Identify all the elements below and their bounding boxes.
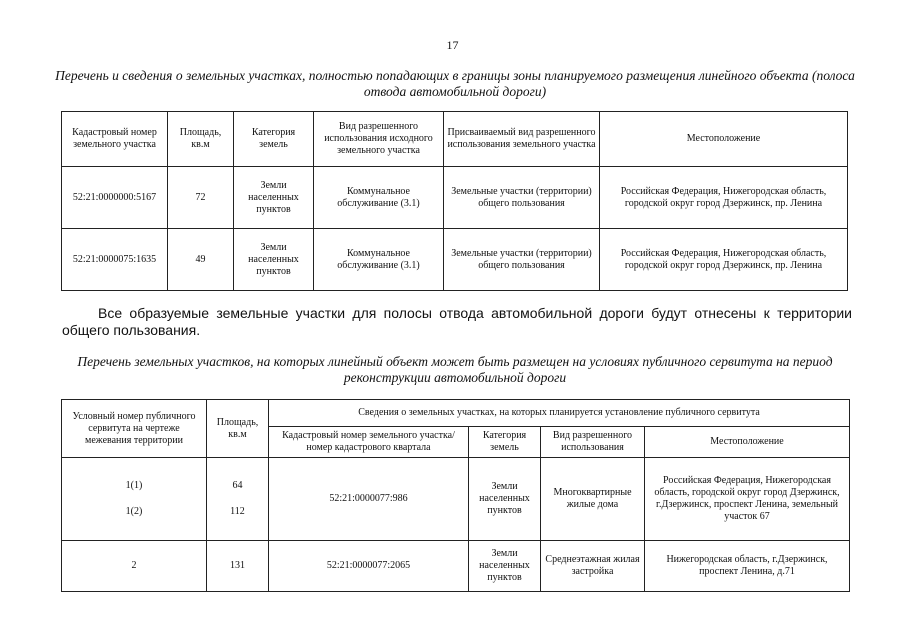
table-row (62, 229, 848, 291)
cell-location: Российская Федерация, Нижегородская область, городской округ город Дзержинск, пр. Ленина (600, 229, 848, 291)
header-location: Местоположение (600, 112, 848, 167)
table1-caption: Перечень и сведения о земельных участках, полностью попадающих в границы зоны планируемого размещения линейного объекта (полоса отвода автомобильной дороги) (55, 68, 855, 99)
cell-assigned-usage: Земельные участки (территории) общего пользования (444, 229, 600, 291)
cell-land-category: Земли населенных пунктов (234, 167, 314, 229)
table-header-row (62, 112, 848, 167)
header-location: Местоположение (645, 427, 850, 458)
header-land-plots-info: Сведения о земельных участках, на которых планируется установление публичного сервитута (269, 400, 850, 427)
servitude-id: 1(1) (125, 480, 143, 491)
header-cadastral-number: Кадастровый номер земельного участка (62, 112, 168, 167)
cell-servitude-number (62, 458, 207, 541)
cell-area: 49 (168, 229, 234, 291)
header-original-usage: Вид разрешенного использования исходного земельного участка (314, 112, 444, 167)
cell-land-category: Земли населенных пунктов (469, 458, 541, 541)
cell-area: 131 (207, 541, 269, 592)
cell-original-usage: Коммунальное обслуживание (3.1) (314, 167, 444, 229)
land-plots-table (61, 111, 848, 291)
cell-land-category: Земли населенных пунктов (469, 541, 541, 592)
header-usage: Вид разрешенного использования (541, 427, 645, 458)
servitude-area: 112 (230, 506, 245, 517)
cell-original-usage: Коммунальное обслуживание (3.1) (314, 229, 444, 291)
cell-usage: Среднеэтажная жилая застройка (541, 541, 645, 592)
cell-location: Нижегородская область, г.Дзержинск, проспект Ленина, д.71 (645, 541, 850, 592)
header-servitude-number: Условный номер публичного сервитута на чертеже межевания территории (62, 400, 207, 458)
servitude-table (61, 399, 850, 592)
cell-area: 72 (168, 167, 234, 229)
header-assigned-usage: Присваиваемый вид разрешенного использования земельного участка (444, 112, 600, 167)
servitude-id: 1(2) (125, 506, 143, 517)
header-cadastral-number: Кадастровый номер земельного участка/ номер кадастрового квартала (269, 427, 469, 458)
cell-location: Российская Федерация, Нижегородская область, городской округ город Дзержинск, пр. Ленина (600, 167, 848, 229)
table-row (62, 458, 850, 541)
table-row (62, 541, 850, 592)
header-land-category: Категория земель (469, 427, 541, 458)
table-row (62, 167, 848, 229)
header-area: Площадь, кв.м (168, 112, 234, 167)
header-land-category: Категория земель (234, 112, 314, 167)
table2-caption: Перечень земельных участков, на которых линейный объект может быть размещен на условиях публичного сервитута на период реконструкции автомобильной дороги (77, 354, 833, 385)
cell-cadastral-number: 52:21:0000077:2065 (269, 541, 469, 592)
servitude-area: 64 (232, 480, 243, 491)
cell-assigned-usage: Земельные участки (территории) общего пользования (444, 167, 600, 229)
body-paragraph: Все образуемые земельные участки для полосы отвода автомобильной дороги будут отнесены к территории общего пользования. (62, 305, 852, 338)
cell-location: Российская Федерация, Нижегородская область, городской округ город Дзержинск, г.Дзержинск, проспект Ленина, земельный участок 67 (645, 458, 850, 541)
header-area: Площадь, кв.м (207, 400, 269, 458)
cell-land-category: Земли населенных пунктов (234, 229, 314, 291)
page-number: 17 (446, 38, 459, 52)
cell-cadastral-number: 52:21:0000000:5167 (62, 167, 168, 229)
cell-usage: Многоквартирные жилые дома (541, 458, 645, 541)
cell-servitude-number: 2 (62, 541, 207, 592)
cell-cadastral-number: 52:21:0000077:986 (269, 458, 469, 541)
cell-cadastral-number: 52:21:0000075:1635 (62, 229, 168, 291)
cell-area (207, 458, 269, 541)
table-header-row (62, 400, 850, 427)
